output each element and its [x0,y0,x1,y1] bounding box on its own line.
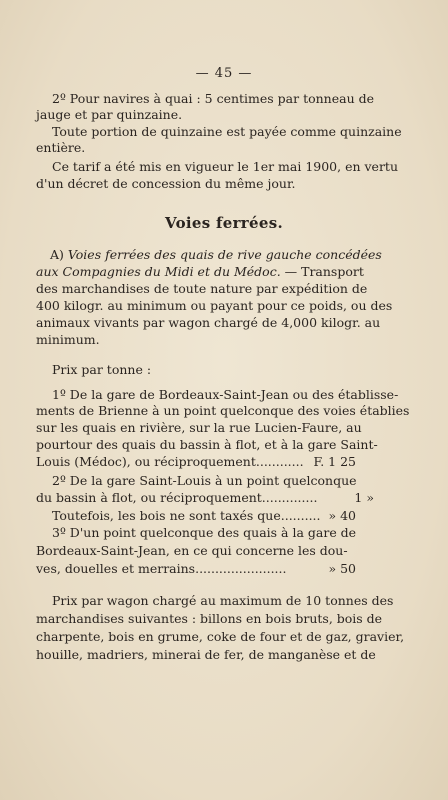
section-heading: Voies ferrées. [165,214,283,232]
leader-dots: ....................... [195,562,287,576]
text-line: 400 kilogr. au minimum ou payant pour ce poids, ou des [36,298,393,313]
text-line: d'un décret de concession du même jour. [36,176,296,191]
price-row-label: du bassin à flot, ou réciproquement [36,490,262,505]
price-row [36,455,356,469]
price-value: F. 1 25 [313,454,356,469]
text-line: 2º Pour navires à quai : 5 centimes par tonneau de [52,91,375,106]
leader-dots: ............ [255,455,304,469]
text-line: ments de Brienne à un point quelconque des voies établies [36,403,410,418]
page-number: — 45 — [195,66,253,81]
text-line: Toute portion de quinzaine est payée comme quinzaine [52,124,402,139]
price-row-label: Toutefois, les bois ne sont taxés que [52,508,281,523]
price-row [36,491,374,505]
text-line: animaux vivants par wagon chargé de 4,000 kilogr. au [36,315,381,330]
price-value: » 40 [328,508,356,523]
text-line: Bordeaux-Saint-Jean, en ce qui concerne les dou- [36,543,348,558]
leader-dots: .............. [261,491,318,505]
text-line: sur les quais en rivière, sur la rue Lucien-Faure, au [36,420,362,435]
text-line: 1º De la gare de Bordeaux-Saint-Jean ou des établisse- [52,387,399,402]
text-line: houille, madriers, minerai de fer, de manganèse et de [36,647,376,662]
text-line: Prix par wagon chargé au maximum de 10 tonnes des [52,593,394,608]
text-line: entière. [36,140,86,155]
leader-dots: .......... [280,509,321,523]
section-a-title: Voies ferrées des quais de rive gauche concédées [67,247,382,262]
text-line: Prix par tonne : [52,362,152,377]
price-row-label: Louis (Médoc), ou réciproquement [36,454,256,469]
text-line: jauge et par quinzaine. [36,107,183,122]
text-line: pourtour des quais du bassin à flot, et à la gare Saint- [36,437,378,452]
section-a-line-2 [36,265,364,279]
section-a-prefix: A) [50,247,68,262]
text-line: 2º De la gare Saint-Louis à un point quelconque [52,473,357,488]
price-row [52,509,356,523]
price-value: 1 » [354,490,374,505]
text-line: des marchandises de toute nature par expédition de [36,281,368,296]
section-a-line-1 [50,248,382,262]
text-line: minimum. [36,332,100,347]
price-row-label: ves, douelles et merrains [36,561,196,576]
text-line: marchandises suivantes : billons en bois bruts, bois de [36,611,383,626]
text-line: 3º D'un point quelconque des quais à la gare de [52,525,357,540]
section-a-rest: — Transport [280,264,364,279]
text-line: Ce tarif a été mis en vigueur le 1er mai 1900, en vertu [52,159,399,174]
price-row [36,562,356,576]
text-line: charpente, bois en grume, coke de four et de gaz, gravier, [36,629,405,644]
price-value: » 50 [328,561,356,576]
section-a-title-cont: aux Compagnies du Midi et du Médoc. [36,264,281,279]
